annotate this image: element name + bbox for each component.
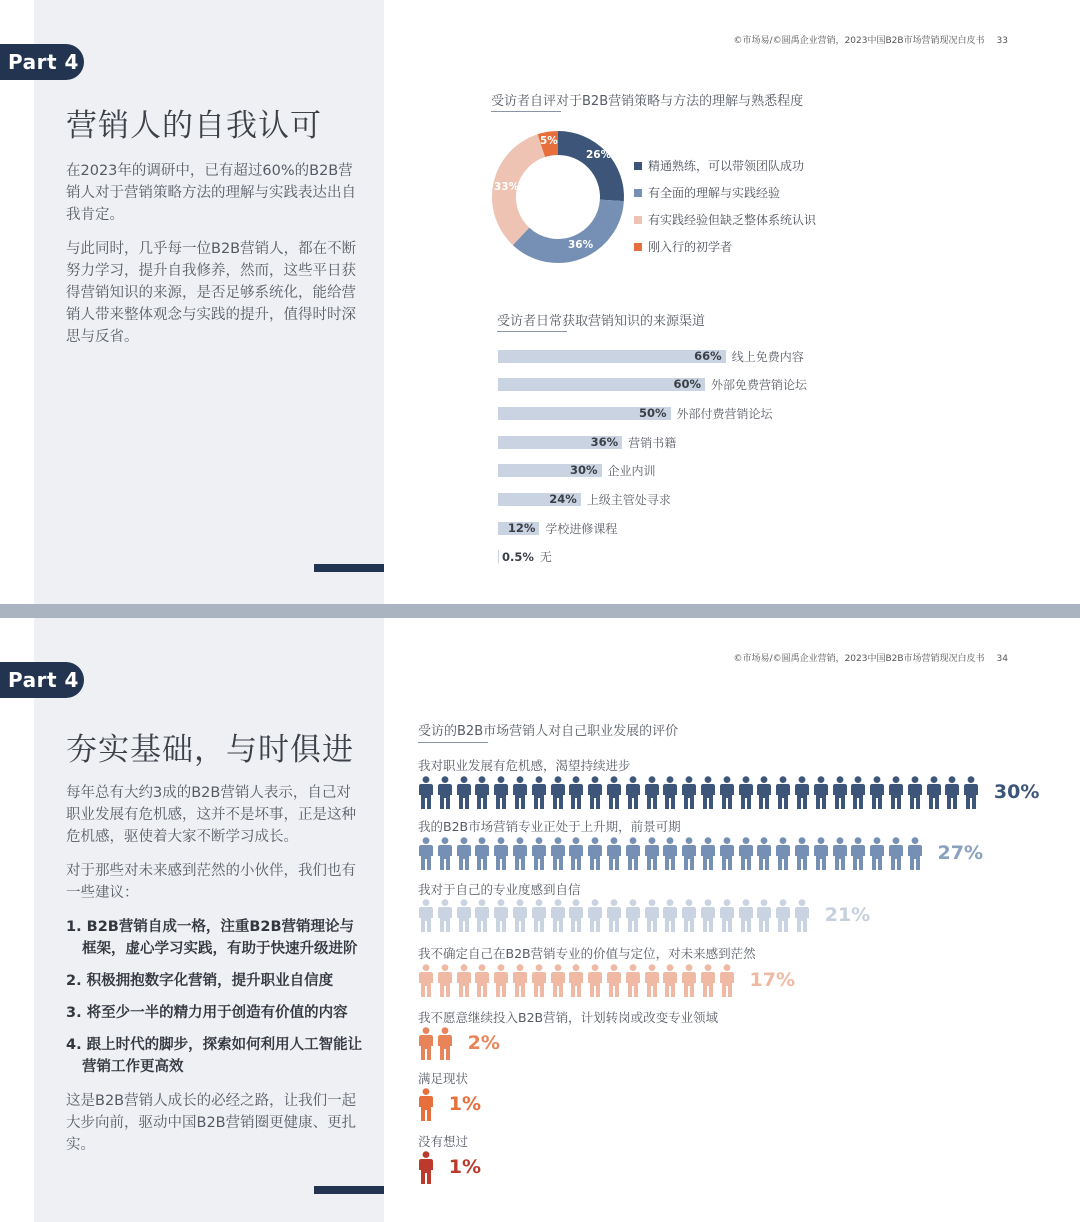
pictogram-row (418, 836, 983, 870)
bar (498, 407, 671, 420)
person-icon (587, 776, 603, 809)
person-icon (681, 899, 697, 932)
person-icon (437, 776, 453, 809)
pictogram-value-label: 17% (749, 969, 796, 991)
legend-swatch (634, 189, 642, 197)
bar-row (498, 464, 656, 478)
header-note (734, 651, 1008, 664)
bar-value-label: 30% (569, 463, 598, 478)
page-34 (0, 618, 1080, 1222)
person-icon (606, 964, 622, 997)
pictogram-value-label: 21% (824, 904, 871, 926)
person-icon (437, 1027, 453, 1060)
source-note: ©市场易/©圆禹企业营销，2023中国B2B市场营销现况白皮书 (733, 36, 985, 46)
person-icon (850, 776, 866, 809)
person-icon (775, 776, 791, 809)
person-icon (775, 899, 791, 932)
person-icon (474, 964, 490, 997)
person-icon (644, 776, 660, 809)
person-icon (456, 899, 472, 932)
title-underline (418, 742, 488, 743)
donut-chart (490, 129, 626, 265)
person-icon (456, 776, 472, 809)
source-note: ©市场易/©圆禹企业营销，2023中国B2B市场营销现况白皮书 (733, 654, 985, 664)
pictogram-value-label: 2% (467, 1032, 500, 1054)
bar-value-label: 60% (673, 377, 701, 392)
person-icon (907, 837, 923, 870)
pictogram-value-label: 1% (448, 1156, 482, 1178)
pictogram-category-label: 我的B2B市场营销专业正处于上升期，前景可期 (418, 819, 681, 834)
bar-category-label: 营销书籍 (628, 435, 677, 450)
person-icon (888, 837, 904, 870)
person-icon (512, 776, 528, 809)
person-icon (474, 837, 490, 870)
pictogram-row (418, 1150, 481, 1184)
person-icon (869, 837, 885, 870)
bar-row (498, 521, 617, 535)
bar (498, 436, 622, 449)
person-icon (587, 837, 603, 870)
person-icon (587, 964, 603, 997)
legend-item (634, 152, 816, 179)
pictogram-value-label: 30% (993, 781, 1040, 803)
person-icon (568, 776, 584, 809)
pictogram-value-label: 27% (937, 842, 983, 864)
person-icon (568, 899, 584, 932)
legend-swatch (634, 216, 642, 224)
slice-label: 5% (540, 135, 558, 147)
body-text (66, 782, 364, 1168)
title-underline (497, 331, 567, 332)
person-icon (662, 964, 678, 997)
pictogram-category-label: 我对职业发展有危机感，渴望持续进步 (418, 758, 631, 773)
slice-label: 26% (586, 149, 612, 161)
person-icon (738, 899, 754, 932)
bar-value-label: 12% (507, 520, 536, 535)
people-chart-title: 受访的B2B市场营销人对自己职业发展的评价 (418, 724, 679, 739)
paragraph: 在2023年的调研中，已有超过60%的B2B营销人对于营销策略方法的理解与实践表达出自我肯定。 (66, 163, 356, 223)
person-icon (963, 776, 979, 809)
person-icon (719, 899, 735, 932)
person-icon (418, 776, 434, 809)
person-icon (531, 776, 547, 809)
bar-row (498, 493, 671, 507)
title-underline (491, 111, 561, 112)
intro-text (66, 160, 364, 360)
slice-label: 33% (494, 181, 520, 193)
person-icon (756, 776, 772, 809)
donut-chart-title: 受访者自评对于B2B营销策略与方法的理解与熟悉程度 (491, 94, 804, 109)
person-icon (531, 964, 547, 997)
person-icon (418, 1151, 434, 1184)
person-icon (531, 899, 547, 932)
page-title: 营销人的自我认可 (66, 108, 322, 144)
person-icon (738, 776, 754, 809)
person-icon (681, 837, 697, 870)
bar-row (498, 349, 804, 363)
person-icon (869, 776, 885, 809)
person-icon (738, 837, 754, 870)
person-icon (512, 837, 528, 870)
bar (498, 493, 581, 506)
pictogram-row (418, 963, 795, 997)
person-icon (606, 899, 622, 932)
page-separator (0, 604, 1080, 618)
bar-category-label: 外部付费营销论坛 (676, 406, 773, 421)
person-icon (644, 899, 660, 932)
page-33 (0, 0, 1080, 604)
bar-value-label: 50% (638, 405, 667, 420)
person-icon (832, 776, 848, 809)
pictogram-row (418, 775, 1039, 809)
donut-legend (634, 152, 816, 260)
legend-item (634, 179, 816, 206)
suggestion-item: 1. B2B营销自成一格，注重B2B营销理论与框架，虚心学习实践，有助于快速升级进阶 (66, 919, 358, 957)
legend-label: 刚入行的初学者 (648, 240, 733, 254)
person-icon (587, 899, 603, 932)
person-icon (832, 837, 848, 870)
person-icon (418, 1088, 434, 1121)
person-icon (700, 964, 716, 997)
person-icon (719, 964, 735, 997)
person-icon (644, 837, 660, 870)
person-icon (681, 964, 697, 997)
legend-swatch (634, 243, 642, 251)
person-icon (493, 837, 509, 870)
bar-row (498, 406, 773, 420)
bar-category-label: 学校进修课程 (545, 521, 618, 536)
person-icon (625, 899, 641, 932)
pictogram-row (418, 898, 870, 932)
person-icon (550, 837, 566, 870)
paragraph: 与此同时，几乎每一位B2B营销人，都在不断努力学习，提升自我修养，然而，这些平日获得营销知识的来源，是否足够系统化，能给营销人带来整体观念与实践的提升，值得时时深思与反省。 (66, 241, 357, 345)
person-icon (756, 837, 772, 870)
decorative-bar (314, 1186, 384, 1194)
person-icon (944, 776, 960, 809)
person-icon (418, 899, 434, 932)
page-number: 34 (996, 654, 1008, 664)
person-icon (662, 837, 678, 870)
slice-experienced (521, 200, 612, 251)
person-icon (644, 964, 660, 997)
person-icon (813, 776, 829, 809)
person-icon (493, 964, 509, 997)
pictogram-category-label: 我不确定自己在B2B营销专业的价值与定位，对未来感到茫然 (418, 946, 756, 961)
bar-value-label: 0.5% (502, 549, 534, 564)
pictogram-category-label: 没有想过 (418, 1134, 469, 1149)
person-icon (719, 837, 735, 870)
person-icon (700, 899, 716, 932)
bar-row (498, 378, 807, 392)
person-icon (794, 899, 810, 932)
person-icon (456, 964, 472, 997)
person-icon (756, 899, 772, 932)
person-icon (418, 837, 434, 870)
bar-category-label: 外部免费营销论坛 (711, 378, 808, 393)
header-note (734, 33, 1008, 46)
person-icon (813, 837, 829, 870)
part-badge: Part 4 (0, 44, 84, 80)
person-icon (662, 899, 678, 932)
person-icon (550, 899, 566, 932)
person-icon (550, 964, 566, 997)
person-icon (512, 899, 528, 932)
bar (498, 378, 705, 391)
bar-category-label: 上级主管处寻求 (586, 493, 671, 507)
bar (498, 350, 726, 363)
person-icon (418, 964, 434, 997)
person-icon (700, 837, 716, 870)
suggestion-item: 3. 将至少一半的精力用于创造有价值的内容 (66, 1005, 348, 1021)
page-title: 夯实基础，与时俱进 (66, 732, 354, 768)
bar-value-label: 66% (694, 348, 722, 363)
person-icon (474, 776, 490, 809)
person-icon (493, 776, 509, 809)
pictogram-category-label: 我不愿意继续投入B2B营销，计划转岗或改变专业领域 (418, 1010, 719, 1025)
person-icon (606, 776, 622, 809)
page-number: 33 (996, 36, 1008, 46)
paragraph: 每年总有大约3成的B2B营销人表示，自己对职业发展有危机感，这并不是坏事，正是这种危机感，驱使着大家不断学习成长。 (66, 785, 356, 845)
person-icon (794, 776, 810, 809)
bar-category-label: 无 (539, 550, 552, 565)
person-icon (456, 837, 472, 870)
person-icon (775, 837, 791, 870)
pictogram-row (418, 1026, 500, 1060)
paragraph: 对于那些对未来感到茫然的小伙伴，我们也有一些建议： (66, 863, 356, 901)
pictogram-category-label: 满足现状 (418, 1071, 469, 1086)
person-icon (662, 776, 678, 809)
person-icon (719, 776, 735, 809)
bar-category-label: 企业内训 (607, 464, 656, 479)
person-icon (907, 776, 923, 809)
suggestion-item: 2. 积极拥抱数字化营销，提升职业自信度 (66, 973, 334, 989)
person-icon (437, 964, 453, 997)
person-icon (550, 776, 566, 809)
person-icon (493, 899, 509, 932)
legend-label: 精通熟练，可以带领团队成功 (648, 159, 805, 173)
person-icon (568, 837, 584, 870)
bar-value-label: 24% (549, 492, 577, 506)
paragraph: 这是B2B营销人成长的必经之路，让我们一起大步向前，驱动中国B2B营销圈更健康、更扎实。 (66, 1093, 357, 1153)
person-icon (437, 899, 453, 932)
legend-label: 有全面的理解与实践经验 (648, 186, 781, 200)
person-icon (512, 964, 528, 997)
bar-chart-title: 受访者日常获取营销知识的来源渠道 (497, 314, 706, 329)
person-icon (794, 837, 810, 870)
bar (498, 464, 602, 477)
person-icon (437, 837, 453, 870)
suggestion-item: 4. 跟上时代的脚步，探索如何利用人工智能让营销工作更高效 (66, 1037, 363, 1075)
person-icon (418, 1027, 434, 1060)
pictogram-row (418, 1087, 481, 1121)
suggestion-list (66, 916, 364, 1078)
legend-item (634, 206, 816, 233)
person-icon (625, 837, 641, 870)
pictogram-category-label: 我对于自己的专业度感到自信 (418, 882, 581, 897)
person-icon (681, 776, 697, 809)
bar (498, 550, 499, 563)
person-icon (625, 964, 641, 997)
bar-value-label: 36% (590, 434, 619, 449)
decorative-bar (314, 564, 384, 572)
person-icon (531, 837, 547, 870)
part-badge: Part 4 (0, 662, 84, 698)
pictogram-value-label: 1% (448, 1093, 482, 1115)
legend-swatch (634, 162, 642, 170)
person-icon (625, 776, 641, 809)
person-icon (888, 776, 904, 809)
slice-label: 36% (568, 239, 594, 251)
bar-category-label: 线上免费内容 (731, 349, 804, 364)
legend-item (634, 233, 816, 260)
bar (498, 522, 539, 535)
legend-label: 有实践经验但缺乏整体系统认识 (648, 213, 817, 227)
person-icon (926, 776, 942, 809)
person-icon (606, 837, 622, 870)
person-icon (568, 964, 584, 997)
person-icon (700, 776, 716, 809)
person-icon (850, 837, 866, 870)
bar-row (498, 435, 676, 449)
person-icon (474, 899, 490, 932)
bar-row (498, 550, 552, 564)
